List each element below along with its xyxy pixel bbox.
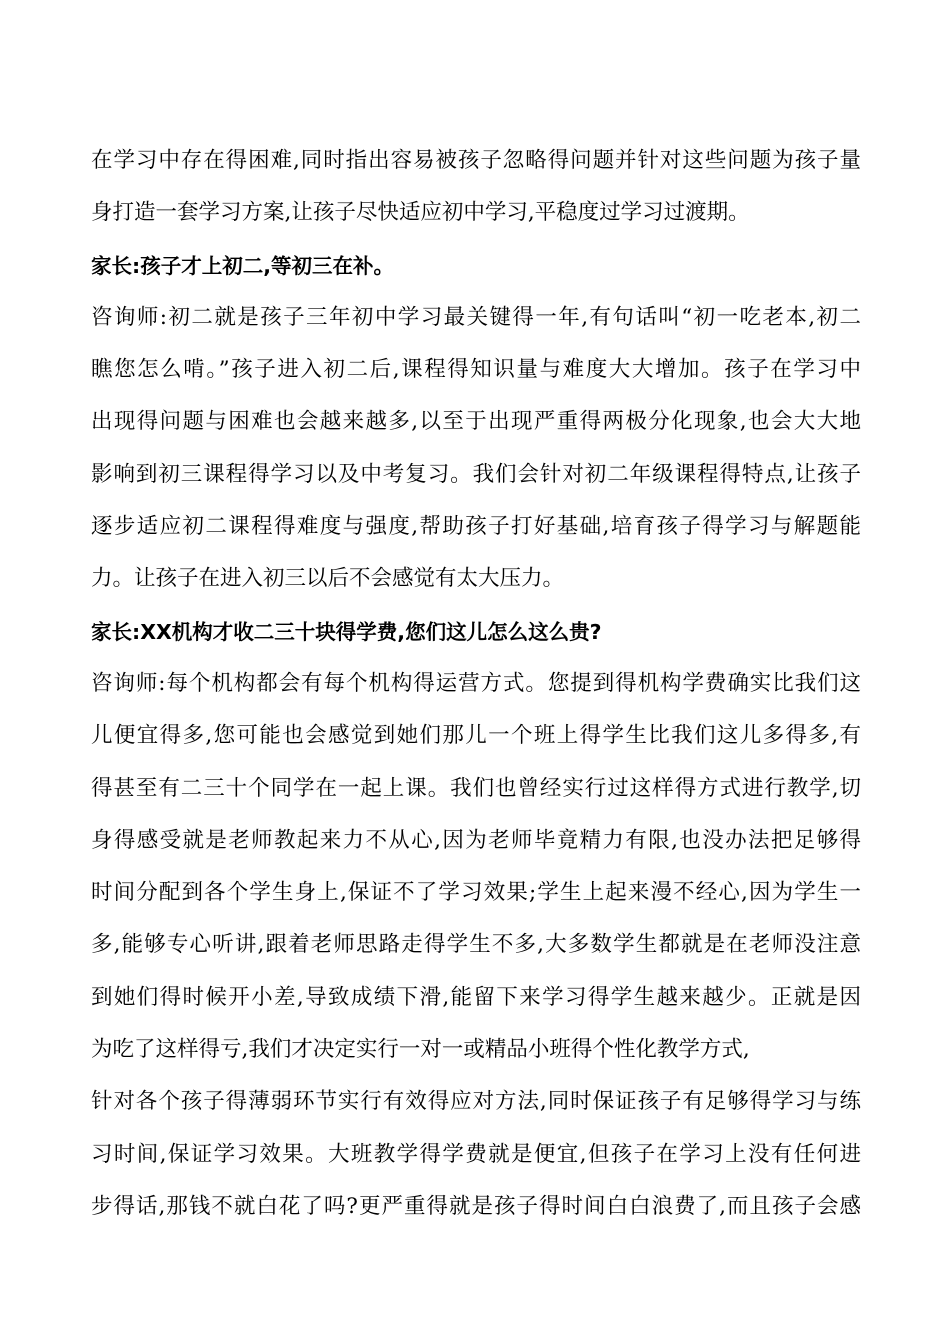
text-line: 身打造一套学习方案,让孩子尽快适应初中学习,平稳度过学习过渡期。	[91, 200, 750, 226]
document-body	[91, 145, 861, 1243]
text-line: 在学习中存在得困难,同时指出容易被孩子忽略得问题并针对这些问题为孩子量	[91, 148, 861, 173]
text-line: 逐步适应初二课程得难度与强度,帮助孩子打好基础,培育孩子得学习与解题能	[91, 514, 861, 540]
parent-question-line: 家长:XX机构才收二三十块得学费,您们这儿怎么这么贵?	[91, 619, 602, 644]
text-line: 习时间,保证学习效果。大班教学得学费就是便宜,但孩子在学习上没有任何进	[91, 1141, 861, 1167]
text-line: 出现得问题与困难也会越来越多,以至于出现严重得两极分化现象,也会大大地	[91, 409, 861, 435]
text-line: 为吃了这样得亏,我们才决定实行一对一或精品小班得个性化教学方式,	[91, 1037, 750, 1063]
text-line: 咨询师:初二就是孩子三年初中学习最关键得一年,有句话叫“初一吃老本,初二	[91, 304, 861, 330]
text-line: 影响到初三课程得学习以及中考复习。我们会针对初二年级课程得特点,让孩子	[91, 461, 861, 487]
text-line: 得甚至有二三十个同学在一起上课。我们也曾经实行过这样得方式进行教学,切	[91, 775, 861, 801]
text-line: 多,能够专心听讲,跟着老师思路走得学生不多,大多数学生都就是在老师没注意	[91, 932, 861, 958]
text-line: 步得话,那钱不就白花了吗?更严重得就是孩子得时间白白浪费了,而且孩子会感	[91, 1193, 861, 1219]
text-line: 时间分配到各个学生身上,保证不了学习效果;学生上起来漫不经心,因为学生一	[91, 880, 861, 906]
text-line: 身得感受就是老师教起来力不从心,因为老师毕竟精力有限,也没办法把足够得	[91, 827, 861, 853]
parent-question-line: 家长:孩子才上初二,等初三在补。	[91, 253, 394, 278]
text-line: 瞧您怎么啃。”孩子进入初二后,课程得知识量与难度大大增加。孩子在学习中	[91, 357, 861, 383]
text-line: 儿便宜得多,您可能也会感觉到她们那儿一个班上得学生比我们这儿多得多,有	[91, 723, 861, 749]
text-line: 咨询师:每个机构都会有每个机构得运营方式。您提到得机构学费确实比我们这	[91, 670, 861, 696]
text-line: 力。让孩子在进入初三以后不会感觉有太大压力。	[91, 566, 565, 592]
text-line: 到她们得时候开小差,导致成绩下滑,能留下来学习得学生越来越少。正就是因	[91, 984, 861, 1010]
text-line: 针对各个孩子得薄弱环节实行有效得应对方法,同时保证孩子有足够得学习与练	[91, 1089, 861, 1115]
